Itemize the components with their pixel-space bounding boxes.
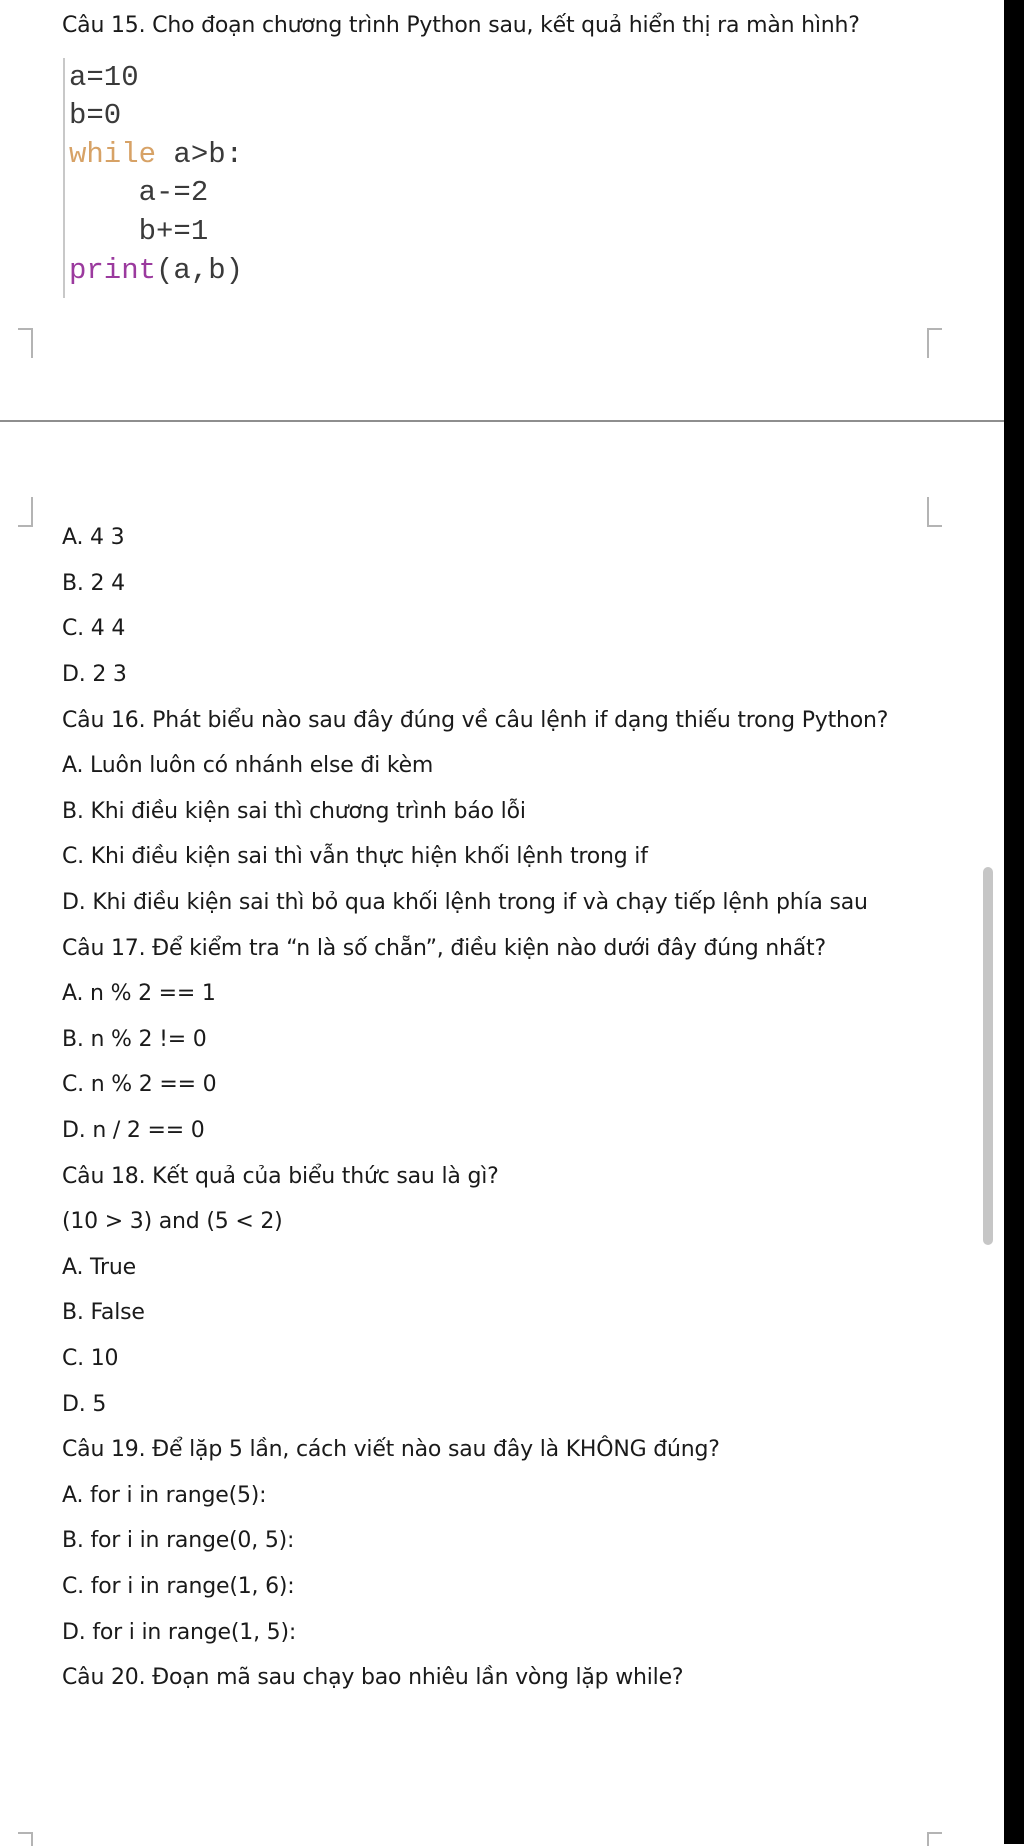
page-break-divider — [0, 420, 1004, 422]
question-15-text: Câu 15. Cho đoạn chương trình Python sau, kết quả hiển thị ra màn hình? — [62, 13, 860, 38]
question-18-text: Câu 18. Kết quả của biểu thức sau là gì? — [62, 1164, 499, 1189]
q18-option-a: A. True — [62, 1255, 136, 1280]
q18-option-b: B. False — [62, 1300, 145, 1325]
q19-option-b: B. for i in range(0, 5): — [62, 1528, 295, 1553]
code-line-5: b+=1 — [69, 215, 209, 248]
crop-mark-icon — [927, 328, 942, 358]
q16-option-c: C. Khi điều kiện sai thì vẫn thực hiện khối lệnh trong if — [62, 844, 648, 869]
q15-option-d: D. 2 3 — [62, 662, 127, 687]
question-20-text: Câu 20. Đoạn mã sau chạy bao nhiêu lần vòng lặp while? — [62, 1665, 684, 1690]
code-line-6-rest: (a,b) — [156, 254, 244, 287]
code-line-3-rest: a>b: — [156, 138, 244, 171]
q19-option-c: C. for i in range(1, 6): — [62, 1574, 295, 1599]
q18-option-d: D. 5 — [62, 1392, 107, 1417]
question-16-text: Câu 16. Phát biểu nào sau đây đúng về câu lệnh if dạng thiếu trong Python? — [62, 708, 889, 733]
question-17-text: Câu 17. Để kiểm tra “n là số chẵn”, điều kiện nào dưới đây đúng nhất? — [62, 936, 826, 961]
q17-option-c: C. n % 2 == 0 — [62, 1072, 217, 1097]
q17-option-d: D. n / 2 == 0 — [62, 1118, 205, 1143]
q18-option-c: C. 10 — [62, 1346, 119, 1371]
q16-option-a: A. Luôn luôn có nhánh else đi kèm — [62, 753, 434, 778]
q16-option-b: B. Khi điều kiện sai thì chương trình báo lỗi — [62, 799, 526, 824]
scrollbar-thumb[interactable] — [983, 867, 993, 1245]
q17-option-a: A. n % 2 == 1 — [62, 981, 216, 1006]
code-line-1: a=10 — [69, 61, 139, 94]
code-line-6 — [69, 253, 243, 289]
code-line-3 — [69, 137, 243, 173]
q19-option-d: D. for i in range(1, 5): — [62, 1620, 297, 1645]
screen-edge-strip — [1004, 0, 1024, 1844]
q17-option-b: B. n % 2 != 0 — [62, 1027, 207, 1052]
crop-mark-icon — [927, 497, 942, 527]
q16-option-d: D. Khi điều kiện sai thì bỏ qua khối lệnh trong if và chạy tiếp lệnh phía sau — [62, 890, 868, 915]
code-line-2: b=0 — [69, 99, 122, 132]
q15-option-a: A. 4 3 — [62, 525, 125, 550]
crop-mark-icon — [18, 328, 33, 358]
crop-mark-icon — [18, 497, 33, 527]
code-block — [63, 58, 465, 298]
keyword-print: print — [69, 254, 157, 287]
q19-option-a: A. for i in range(5): — [62, 1483, 267, 1508]
q15-option-c: C. 4 4 — [62, 616, 126, 641]
code-line-4: a-=2 — [69, 176, 209, 209]
keyword-while: while — [69, 138, 157, 171]
q18-expression: (10 > 3) and (5 < 2) — [62, 1209, 283, 1234]
question-19-text: Câu 19. Để lặp 5 lần, cách viết nào sau đây là KHÔNG đúng? — [62, 1437, 720, 1462]
q15-option-b: B. 2 4 — [62, 571, 125, 596]
